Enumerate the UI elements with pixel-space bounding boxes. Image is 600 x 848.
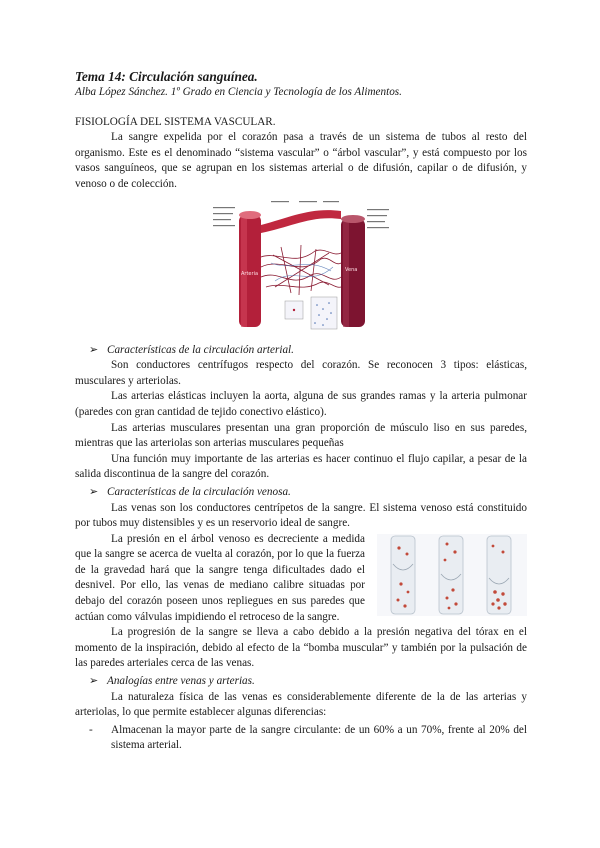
artery-label: Arteria [241,270,259,277]
arterial-paragraph-4: Una función muy importante de las arterias es hacer continuo el flujo capilar, a pesar de la salida discontinua de la sangre del corazón. [75,452,527,481]
arterial-heading [75,343,527,359]
venous-paragraph-2: La presión en el árbol venoso es decreciente a medida que la sangre se acerca de vuelta al corazón, por lo que la fuerza de la gravedad hará que la sangre tenga dificultades dado el desnivel. Por ello, las venas de mediano calibre situadas por debajo del corazón poseen unos repliegues en sus paredes que actúan como válvulas impidiendo el retroceso de la sangre. [75,532,365,623]
venous-heading-text: Características de la circulación venosa. [107,485,291,498]
list-item [75,723,527,754]
arterial-paragraph-1: Son conductores centrífugos respecto del corazón. Se reconocen 3 tipos: elásticas, musculares y arteriolas. [75,359,527,387]
list-item-text: Almacenan la mayor parte de la sangre circulante: de un 60% a un 70%, frente al 20% del sistema arterial. [111,723,527,752]
document-title: Tema 14: Circulación sanguínea. [75,69,258,84]
dash-icon: - [89,723,93,736]
vascular-illustration [211,197,391,335]
arrow-bullet-icon: ➢ [89,485,99,498]
vein-label: Vena [345,266,358,273]
venous-paragraph-1: Las venas son los conductores centrípetos de la sangre. El sistema venoso está constituido por tubos muy distensibles y es un reservorio ideal de sangre. [75,501,527,530]
analogies-heading-text: Analogías entre venas y arterias. [107,675,255,688]
venous-float-block [75,532,527,672]
vascular-system-figure [211,197,391,335]
venous-heading [75,485,527,501]
venous-paragraph-3: La progresión de la sangre se lleva a cabo debido a la presión negativa del tórax en el momento de la inspiración, debido al efecto de la “bomba muscular” y también por la pulsación de las paredes arteriales cerca de las venas. [75,626,527,670]
analogies-heading [75,674,527,690]
arterial-paragraph-2: Las arterias elásticas incluyen la aorta, alguna de sus grandes ramas y la arteria pulmonar (paredes con gran cantidad de tejido conectivo elástico). [75,390,527,418]
vein-segment-1 [391,536,415,614]
document-page [75,68,527,754]
analogies-paragraph-1: La naturaleza física de las venas es considerablemente diferente de la de las arterias y arteriolas, lo que permite establecer algunas diferencias: [75,690,527,719]
arterial-paragraph-3: Las arterias musculares presentan una gran proporción de músculo liso en sus paredes, mientras que las arteriolas son arterias musculares pequeñas [75,421,527,450]
vein-valves-figure [377,534,527,616]
vein-segment-2 [439,536,463,614]
arrow-bullet-icon: ➢ [89,675,99,688]
arterial-heading-text: Características de la circulación arterial. [107,343,294,356]
vein-segment-3 [487,536,511,614]
intro-paragraph: La sangre expelida por el corazón pasa a través de un sistema de tubos al resto del organismo. Este es el denominado “sistema vascular” o “árbol vascular”, y está compuesto por los vasos sanguíneos, que se agrupan en los sistemas arterial o de difusión, capilar o de difusión, y venoso o de colección. [75,131,527,190]
document-subtitle: Alba López Sánchez. 1º Grado en Ciencia y Tecnología de los Alimentos. [75,86,402,98]
inset-box-2 [311,297,337,329]
section-title: FISIOLOGÍA DEL SISTEMA VASCULAR. [75,115,276,128]
arrow-bullet-icon: ➢ [89,343,99,356]
